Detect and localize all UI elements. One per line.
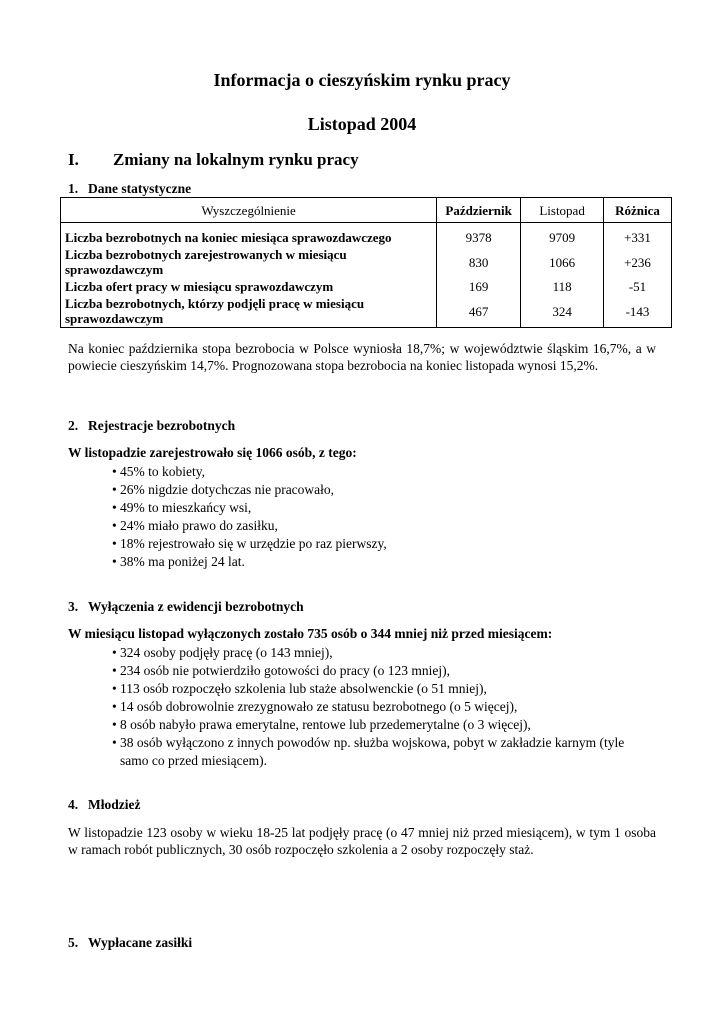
subsection-1-heading xyxy=(68,181,191,197)
table-cell-desc: Liczba ofert pracy w miesiącu sprawozdawczym xyxy=(61,278,437,295)
list-item-text: 38% ma poniżej 24 lat. xyxy=(120,554,245,569)
document-title: Informacja o cieszyńskim rynku pracy xyxy=(213,70,511,90)
list-item xyxy=(68,662,668,680)
section-title: Zmiany na lokalnym rynku pracy xyxy=(113,150,359,169)
subsection-4-title: Młodzież xyxy=(88,797,141,812)
deregistrations-list xyxy=(68,644,668,770)
table-header: Październik xyxy=(437,198,521,223)
unemployment-rate-paragraph: Na koniec października stopa bezrobocia w Polsce wyniosła 18,7%; w województwie śląskim 16,7%, a w powiecie cieszyńskim 14,7%. Prognozowana stopa bezrobocia na koniec listopada wynosi 15,2%. xyxy=(68,341,656,373)
list-item-text: 8 osób nabyło prawa emerytalne, rentowe lub przedemerytalne (o 3 więcej), xyxy=(120,717,531,732)
list-item-text: 14 osób dobrowolnie zrezygnowało ze statusu bezrobotnego (o 5 więcej), xyxy=(120,699,518,714)
list-item xyxy=(68,716,668,734)
subsection-3-title: Wyłączenia z ewidencji bezrobotnych xyxy=(88,599,304,614)
table-header-row xyxy=(61,198,672,223)
list-item-text: 18% rejestrowało się w urzędzie po raz pierwszy, xyxy=(120,536,387,551)
table-row xyxy=(61,229,672,246)
subsection-2-title: Rejestracje bezrobotnych xyxy=(88,418,236,433)
list-item-text: 26% nigdzie dotychczas nie pracowało, xyxy=(120,482,335,497)
list-item xyxy=(68,463,668,481)
list-item xyxy=(68,734,668,770)
list-item-text: 113 osób rozpoczęło szkolenia lub staże absolwenckie (o 51 mniej), xyxy=(120,681,487,696)
table-cell-october: 169 xyxy=(437,278,521,295)
table-cell-difference: -143 xyxy=(604,295,672,328)
table-row xyxy=(61,246,672,278)
subsection-2-number: 2. xyxy=(68,418,79,433)
list-item xyxy=(68,535,668,553)
table-cell-difference: -51 xyxy=(604,278,672,295)
list-item xyxy=(68,680,668,698)
table-cell-november: 9709 xyxy=(521,229,604,246)
list-item xyxy=(68,698,668,716)
list-item xyxy=(68,499,668,517)
table-cell-november: 324 xyxy=(521,295,604,328)
section-number: I. xyxy=(68,150,79,169)
subsection-4-number: 4. xyxy=(68,797,79,812)
subsection-4-heading xyxy=(68,797,140,813)
list-item xyxy=(68,517,668,535)
table-cell-november: 118 xyxy=(521,278,604,295)
list-item xyxy=(68,481,668,499)
list-item xyxy=(68,553,668,571)
table-cell-desc: Liczba bezrobotnych na koniec miesiąca sprawozdawczego xyxy=(61,229,437,246)
list-item-text: 24% miało prawo do zasiłku, xyxy=(120,518,278,533)
subsection-2-heading xyxy=(68,418,235,434)
table-row xyxy=(61,278,672,295)
section-heading xyxy=(68,150,359,170)
subsection-3-heading xyxy=(68,599,304,615)
document-subtitle: Listopad 2004 xyxy=(307,114,417,134)
subsection-5-number: 5. xyxy=(68,935,79,950)
subsection-1-title: Dane statystyczne xyxy=(88,181,192,196)
table-cell-desc: Liczba bezrobotnych zarejestrowanych w miesiącu sprawozdawczym xyxy=(61,246,437,278)
table-header: Różnica xyxy=(604,198,672,223)
table-header: Wyszczególnienie xyxy=(61,198,437,223)
table-cell-difference: +236 xyxy=(604,246,672,278)
subsection-1-number: 1. xyxy=(68,181,79,196)
table-cell-difference: +331 xyxy=(604,229,672,246)
table-cell-october: 9378 xyxy=(437,229,521,246)
youth-paragraph: W listopadzie 123 osoby w wieku 18-25 lat podjęły pracę (o 47 mniej niż przed miesiącem), w tym 1 osoba w ramach robót publicznych, 30 osób rozpoczęło szkolenia a 2 osoby rozpoczęły staż. xyxy=(68,825,656,857)
list-item-text: 234 osób nie potwierdziło gotowości do pracy (o 123 mniej), xyxy=(120,663,450,678)
deregistrations-lead: W miesiącu listopad wyłączonych zostało 735 osób o 344 mniej niż przed miesiącem: xyxy=(68,626,553,641)
list-item-text: 49% to mieszkańcy wsi, xyxy=(120,500,252,515)
table-cell-desc: Liczba bezrobotnych, którzy podjęli pracę w miesiącu sprawozdawczym xyxy=(61,295,437,328)
list-item-text: 45% to kobiety, xyxy=(120,464,205,479)
list-item-text: 38 osób wyłączono z innych powodów np. służba wojskowa, pobyt w zakładzie karnym (tyle samo co przed miesiącem). xyxy=(120,735,625,768)
table-cell-november: 1066 xyxy=(521,246,604,278)
table-cell-october: 830 xyxy=(437,246,521,278)
list-item xyxy=(68,644,668,662)
table-row xyxy=(61,295,672,328)
table-header: Listopad xyxy=(521,198,604,223)
table-cell-october: 467 xyxy=(437,295,521,328)
registrations-list xyxy=(68,463,668,571)
subsection-5-title: Wypłacane zasiłki xyxy=(88,935,193,950)
subsection-5-heading xyxy=(68,935,192,951)
list-item-text: 324 osoby podjęły pracę (o 143 mniej), xyxy=(120,645,333,660)
subsection-3-number: 3. xyxy=(68,599,79,614)
statistics-table xyxy=(60,197,672,328)
registrations-lead: W listopadzie zarejestrowało się 1066 osób, z tego: xyxy=(68,445,357,460)
